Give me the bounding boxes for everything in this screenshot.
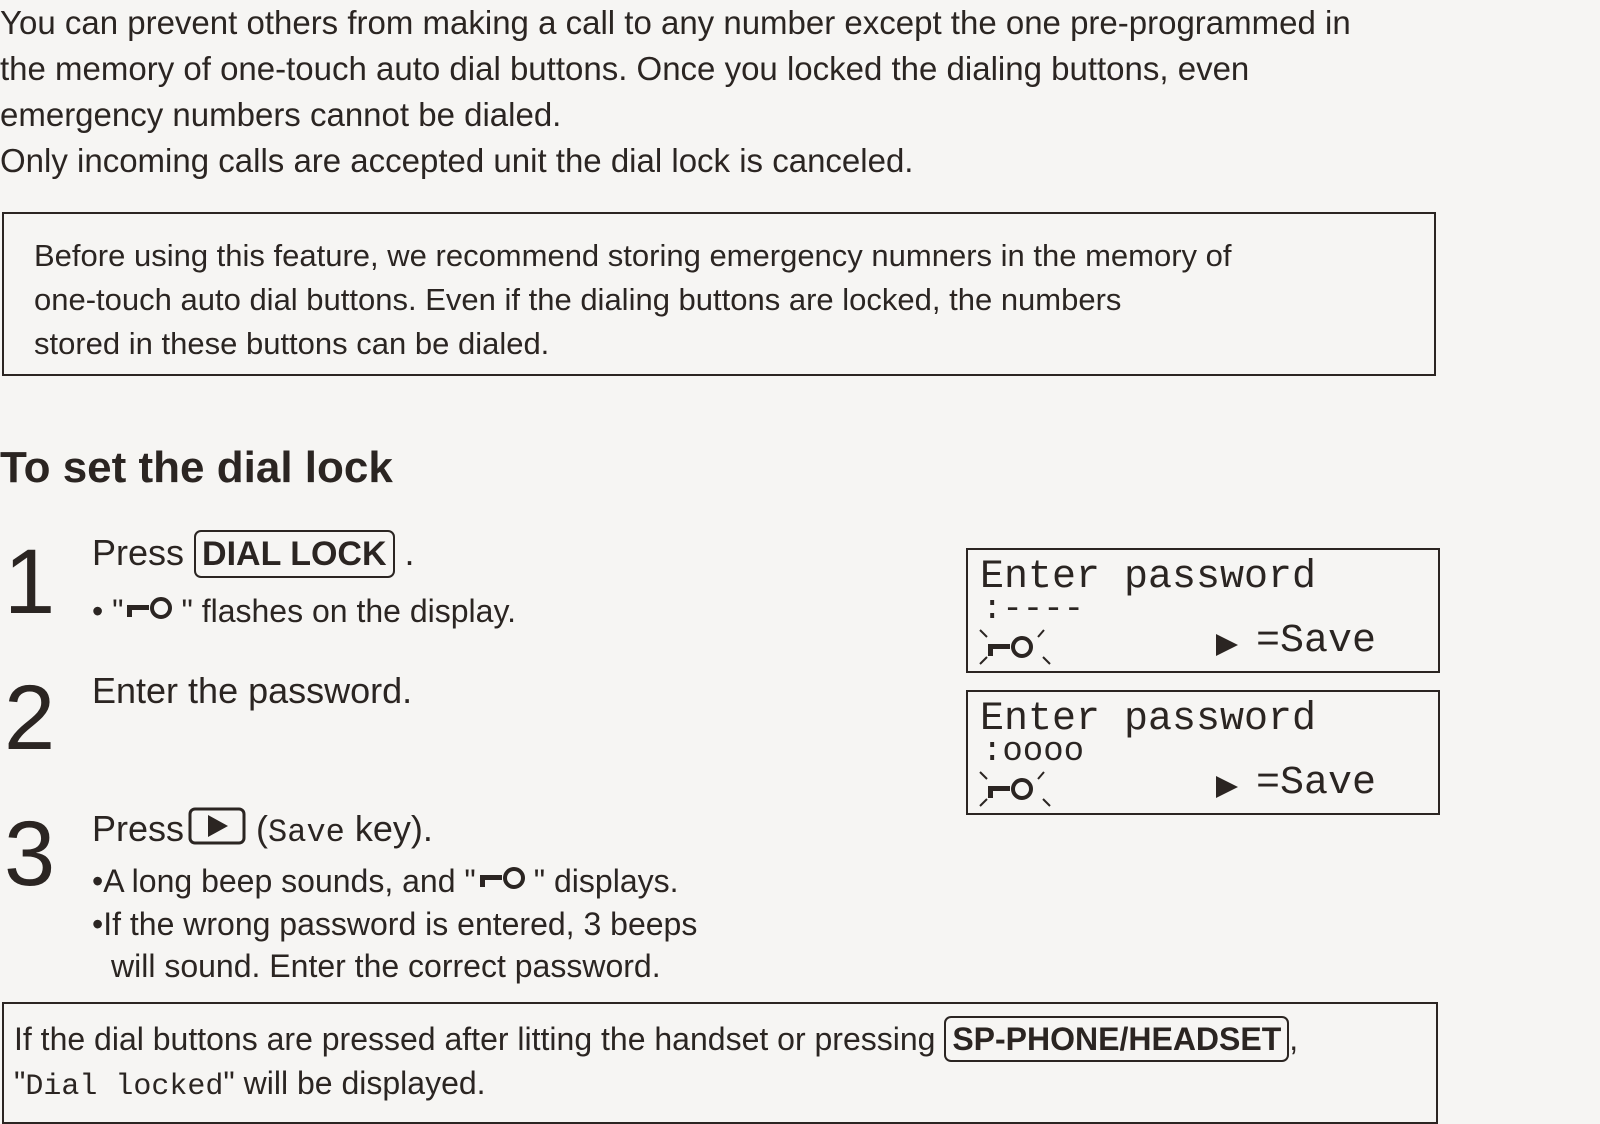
step-1-number: 1 bbox=[4, 531, 56, 633]
lcd-password-field: :oooo bbox=[982, 733, 1085, 771]
flashing-key-lock-icon bbox=[978, 770, 1052, 815]
step-3-bullet-1-pre: •A long beep sounds, and " bbox=[92, 863, 476, 899]
section-heading: To set the dial lock bbox=[0, 443, 393, 492]
intro-line-2: the memory of one-touch auto dial buttons. Once you locked the dialing buttons, even bbox=[0, 50, 1250, 87]
step-1-period: . bbox=[404, 532, 415, 573]
step-3-press-text: Press bbox=[92, 808, 185, 850]
lcd-save-label: =Save bbox=[1208, 619, 1377, 664]
step-1-bullet bbox=[92, 590, 516, 635]
bottom-note-line-2-rest: " will be displayed. bbox=[223, 1065, 486, 1101]
step-1-instruction bbox=[92, 530, 415, 578]
bottom-note-line-2 bbox=[14, 1062, 1426, 1109]
dial-lock-key: DIAL LOCK bbox=[194, 530, 394, 578]
dial-locked-message: Dial locked bbox=[25, 1070, 224, 1104]
lcd-save-label: =Save bbox=[1208, 761, 1377, 806]
note-line-2: one-touch auto dial buttons. Even if the dialing buttons are locked, the numbers bbox=[34, 282, 1122, 317]
step-1-bullet-pre: • " bbox=[92, 593, 124, 629]
recommendation-note-box bbox=[2, 212, 1436, 376]
step-3-bullet-2-line-2: will sound. Enter the correct password. bbox=[111, 948, 661, 984]
lcd-prompt: Enter password bbox=[980, 697, 1317, 742]
flashing-key-lock-icon bbox=[978, 628, 1052, 673]
intro-line-3: emergency numbers cannot be dialed. bbox=[0, 96, 562, 133]
key-lock-icon bbox=[123, 592, 181, 635]
step-3-instruction bbox=[92, 806, 433, 857]
lcd-password-field: :---- bbox=[982, 591, 1085, 629]
step-2-instruction: Enter the password. bbox=[92, 670, 413, 711]
note-line-1: Before using this feature, we recommend storing emergency numners in the memory of bbox=[34, 238, 1232, 273]
dial-locked-note-box bbox=[2, 1002, 1438, 1124]
key-lock-icon bbox=[476, 862, 534, 905]
bottom-note-comma: , bbox=[1289, 1021, 1299, 1057]
bottom-note-quote-open: " bbox=[14, 1065, 26, 1101]
lcd-prompt: Enter password bbox=[980, 555, 1317, 600]
step-3-bullet-1 bbox=[92, 860, 679, 905]
step-1-press-text: Press bbox=[92, 532, 185, 573]
intro-line-1: You can prevent others from making a call to any number except the one pre-programmed in bbox=[0, 4, 1351, 41]
note-line-3: stored in these buttons can be dialed. bbox=[34, 326, 550, 361]
save-key-label: Save bbox=[268, 814, 345, 852]
step-2-number: 2 bbox=[4, 667, 56, 769]
step-3-bullet-1-post: " displays. bbox=[533, 863, 679, 899]
step-3-number: 3 bbox=[4, 803, 56, 905]
sp-phone-headset-key: SP-PHONE/HEADSET bbox=[944, 1016, 1289, 1062]
step-3-paren-close: key). bbox=[344, 808, 433, 850]
intro-text bbox=[0, 0, 1598, 184]
lcd-display-entered-password bbox=[966, 690, 1440, 815]
step-3-paren-open: ( bbox=[256, 808, 269, 850]
play-key-icon bbox=[188, 806, 246, 857]
step-3-bullet-2-line-1: •If the wrong password is entered, 3 beeps bbox=[92, 906, 698, 942]
bottom-note-text: If the dial buttons are pressed after litting the handset or pressing bbox=[14, 1021, 936, 1057]
step-1-bullet-post: " flashes on the display. bbox=[181, 593, 516, 629]
lcd-display-empty-password bbox=[966, 548, 1440, 673]
intro-line-4: Only incoming calls are accepted unit the dial lock is canceled. bbox=[0, 142, 914, 179]
bottom-note-line-1 bbox=[14, 1016, 1426, 1062]
